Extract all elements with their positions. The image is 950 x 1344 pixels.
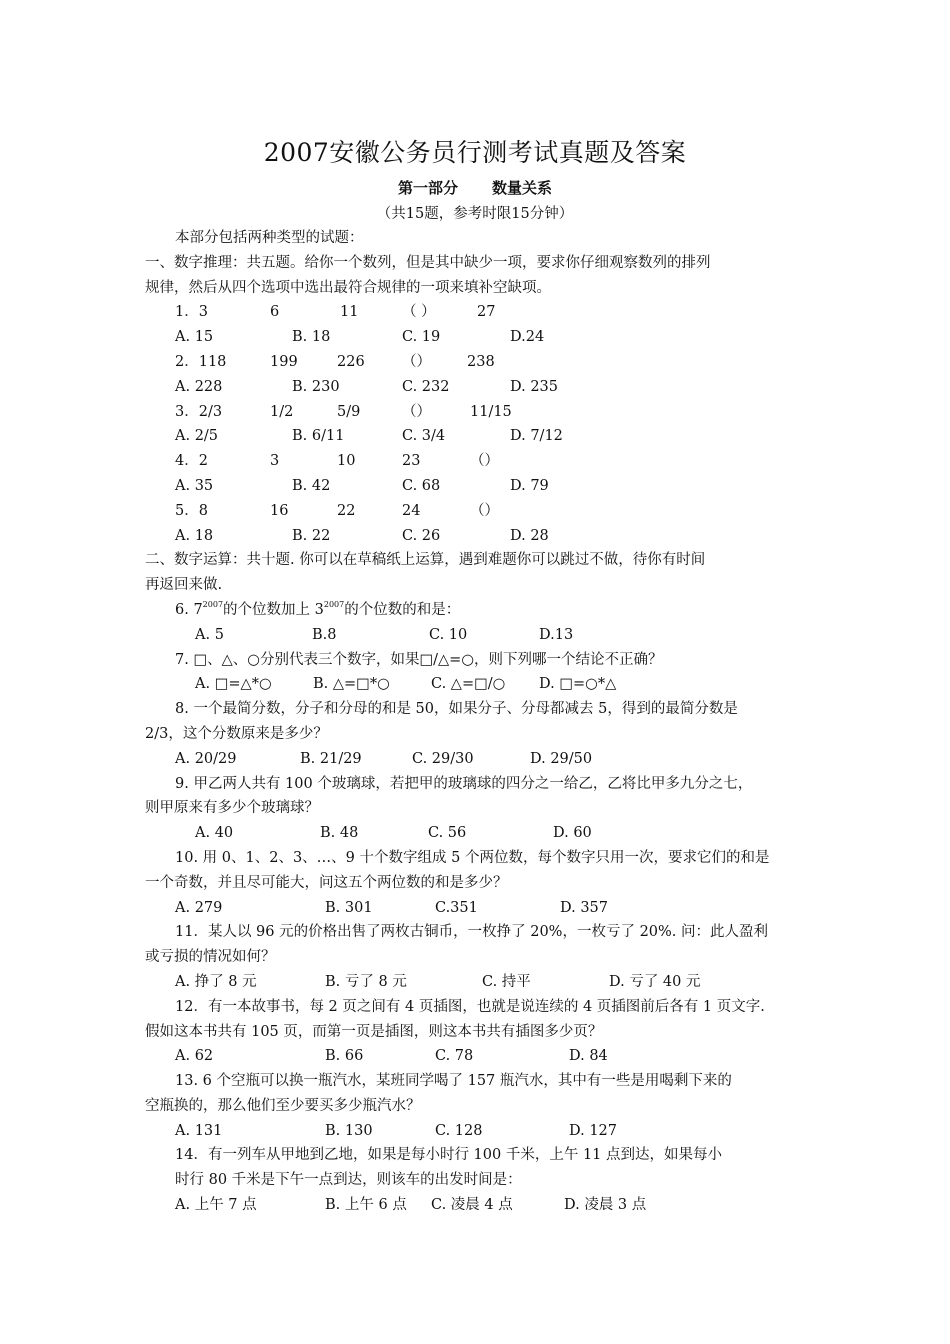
q4-option: B. 42: [292, 477, 331, 494]
q12-options: [145, 1044, 810, 1069]
q3-options: [145, 424, 810, 449]
q11-stem-line2: 或亏损的情况如何？: [145, 949, 276, 966]
q2-sequence: [145, 350, 810, 375]
q4-seq-item: 3: [270, 453, 280, 470]
q4-seq-item: （）: [470, 453, 499, 470]
q6-exponent: 2007: [323, 599, 345, 609]
questions-body: [145, 226, 810, 1218]
q3-seq-item: 3．2/3: [175, 403, 223, 420]
q1-options: [145, 325, 810, 350]
q11-option: D. 亏了 40 元: [609, 973, 701, 990]
q3-option: A. 2/5: [175, 428, 219, 445]
q2-seq-item: 238: [467, 353, 495, 370]
q4-seq-item: 10: [337, 453, 356, 470]
q5-options: [145, 524, 810, 549]
q3-seq-item: 5/9: [337, 403, 361, 420]
q13-option: A. 131: [175, 1122, 223, 1139]
q7-options: [145, 672, 810, 697]
section1-instruction-line2: 规律，然后从四个选项中选出最符合规律的一项来填补空缺项。: [145, 279, 551, 296]
q9-stem-line2: 则甲原来有多少个玻璃球？: [145, 800, 319, 817]
q1-seq-item: 11: [340, 304, 359, 321]
q14-stem-line2: 时行 80 千米是下午一点到达，则该车的出发时间是：: [175, 1172, 522, 1189]
q12-stem-line2: 假如这本书共有 105 页，而第一页是插图，则这本书共有插图多少页？: [145, 1023, 603, 1040]
q10-stem-line2: 一个奇数，并且尽可能大，问这五个两位数的和是多少？: [145, 874, 508, 891]
q3-sequence: [145, 400, 810, 425]
q2-seq-item: 226: [337, 353, 365, 370]
q6-options: [145, 623, 810, 648]
q12-option: A. 62: [175, 1048, 214, 1065]
q2-seq-item: 199: [270, 353, 298, 370]
q1-seq-item: 6: [270, 304, 280, 321]
q9-stem-line1: 9. 甲乙两人共有 100 个玻璃球，若把甲的玻璃球的四分之一给乙，乙将比甲多九分之七，: [175, 775, 753, 792]
q14-options: [145, 1193, 810, 1218]
q14-option: C. 凌晨 4 点: [431, 1197, 513, 1214]
q11-option: C. 持平: [482, 973, 531, 990]
q7-option: D. □=○*△: [539, 676, 617, 693]
q5-seq-item: 24: [402, 502, 421, 519]
q8-option: B. 21/29: [300, 750, 362, 767]
q8-option: C. 29/30: [412, 750, 474, 767]
q7-stem: 7. □、△、○分别代表三个数字，如果□/△=○，则下列哪一个结论不正确？: [175, 651, 663, 668]
q5-seq-item: 5．8: [175, 502, 208, 519]
q6-option: C. 10: [429, 626, 468, 643]
section1-instruction-line1: 一、数字推理：共五题。给你一个数列，但是其中缺少一项，要求你仔细观察数列的排列: [145, 254, 711, 271]
q1-seq-item: （ ）: [402, 304, 436, 321]
q14-stem-line1: 14．有一列车从甲地到乙地，如果是每小时行 100 千米，上午 11 点到达，如果每小: [175, 1147, 723, 1164]
q5-option: D. 28: [510, 527, 549, 544]
q6-stem-part: 的个位数加上 3: [223, 601, 324, 618]
q6-stem: [145, 598, 810, 623]
q9-option: C. 56: [428, 825, 467, 842]
q11-option: B. 亏了 8 元: [325, 973, 407, 990]
q7-option: B. △=□*○: [313, 676, 390, 693]
q2-options: [145, 375, 810, 400]
q4-seq-item: 4．2: [175, 453, 208, 470]
q1-option: A. 15: [175, 329, 214, 346]
q3-seq-item: 11/15: [470, 403, 512, 420]
q6-stem-part: 的个位数的和是：: [344, 601, 461, 618]
q9-option: D. 60: [553, 825, 592, 842]
q6-option: A. 5: [195, 626, 224, 643]
q10-options: [145, 896, 810, 921]
part-topic: 数量关系: [492, 179, 553, 197]
q3-seq-item: 1/2: [270, 403, 294, 420]
q5-option: C. 26: [402, 527, 441, 544]
q8-option: D. 29/50: [530, 750, 593, 767]
section2-instruction-line2: 再返回来做.: [145, 577, 223, 594]
q2-seq-item: （）: [402, 353, 431, 370]
q8-stem-line1: 8. 一个最简分数，分子和分母的和是 50，如果分子、分母都减去 5，得到的最简分数是: [175, 701, 738, 718]
q2-seq-item: 2．118: [175, 353, 227, 370]
q10-option: B. 301: [325, 899, 373, 916]
q3-seq-item: （）: [402, 403, 431, 420]
q14-option: B. 上午 6 点: [325, 1197, 407, 1214]
part-name: 第一部分: [397, 179, 458, 197]
q12-option: D. 84: [569, 1048, 608, 1065]
q2-option: C. 232: [402, 378, 450, 395]
q10-option: D. 357: [560, 899, 609, 916]
q14-option: A. 上午 7 点: [175, 1197, 257, 1214]
q1-option: C. 19: [402, 329, 441, 346]
q10-stem-line1: 10. 用 0、1、2、3、…、9 十个数字组成 5 个两位数，每个数字只用一次，要求它们的和是: [175, 849, 770, 866]
q4-option: A. 35: [175, 477, 214, 494]
intro-text: 本部分包括两种类型的试题：: [175, 230, 364, 246]
q1-sequence: [145, 300, 810, 325]
q11-option: A. 挣了 8 元: [175, 973, 257, 990]
q10-option: C.351: [435, 899, 478, 916]
q4-seq-item: 23: [402, 453, 421, 470]
q3-option: D. 7/12: [510, 428, 563, 445]
q5-sequence: [145, 499, 810, 524]
q13-option: C. 128: [435, 1122, 483, 1139]
q7-option: C. △=□/○: [431, 676, 506, 693]
part-note: （共15题，参考时限15分钟）: [376, 206, 574, 222]
q12-option: B. 66: [325, 1048, 364, 1065]
q4-options: [145, 474, 810, 499]
q9-options: [145, 821, 810, 846]
q8-stem-line2: 2/3，这个分数原来是多少？: [145, 725, 328, 742]
q13-stem-line2: 空瓶换的，那么他们至少要买多少瓶汽水？: [145, 1097, 421, 1114]
q10-option: A. 279: [175, 899, 223, 916]
q13-options: [145, 1119, 810, 1144]
q2-option: D. 235: [510, 378, 559, 395]
q4-sequence: [145, 449, 810, 474]
q1-option: D.24: [510, 329, 545, 346]
q9-option: A. 40: [195, 825, 234, 842]
q13-option: D. 127: [569, 1122, 618, 1139]
q9-option: B. 48: [320, 825, 359, 842]
q7-option: A. □=△*○: [195, 676, 272, 693]
q2-option: B. 230: [292, 378, 340, 395]
section2-instruction-line1: 二、数字运算：共十题. 你可以在草稿纸上运算，遇到难题你可以跳过不做，待你有时间: [145, 552, 706, 569]
q2-option: A. 228: [175, 378, 223, 395]
q14-option: D. 凌晨 3 点: [564, 1197, 647, 1214]
q4-option: C. 68: [402, 477, 441, 494]
q4-option: D. 79: [510, 477, 549, 494]
part-heading: [0, 177, 950, 198]
q1-option: B. 18: [292, 329, 331, 346]
q5-option: B. 22: [292, 527, 331, 544]
q13-stem-line1: 13. 6 个空瓶可以换一瓶汽水，某班同学喝了 157 瓶汽水，其中有一些是用喝剩下来的: [175, 1073, 732, 1090]
q12-option: C. 78: [435, 1048, 474, 1065]
q3-option: B. 6/11: [292, 428, 345, 445]
q6-option: B.8: [312, 626, 337, 643]
document-title: 2007安徽公务员行测考试真题及答案: [263, 138, 687, 167]
q5-option: A. 18: [175, 527, 214, 544]
q1-seq-item: 27: [477, 304, 496, 321]
q6-exponent: 2007: [202, 599, 224, 609]
q1-seq-item: 1．3: [175, 304, 208, 321]
q5-seq-item: （）: [470, 502, 499, 519]
q3-option: C. 3/4: [402, 428, 446, 445]
q8-options: [145, 747, 810, 772]
q6-stem-part: 6. 7: [175, 601, 203, 618]
q12-stem-line1: 12．有一本故事书，每 2 页之间有 4 页插图，也就是说连续的 4 页插图前后各有 1 页文字.: [175, 998, 765, 1015]
q6-option: D.13: [539, 626, 574, 643]
q11-stem-line1: 11．某人以 96 元的价格出售了两枚古铜币，一枚挣了 20%，一枚亏了 20%. 问：此人盈利: [175, 924, 769, 941]
q8-option: A. 20/29: [175, 750, 237, 767]
q11-options: [145, 970, 810, 995]
q5-seq-item: 22: [337, 502, 356, 519]
q5-seq-item: 16: [270, 502, 289, 519]
q13-option: B. 130: [325, 1122, 373, 1139]
